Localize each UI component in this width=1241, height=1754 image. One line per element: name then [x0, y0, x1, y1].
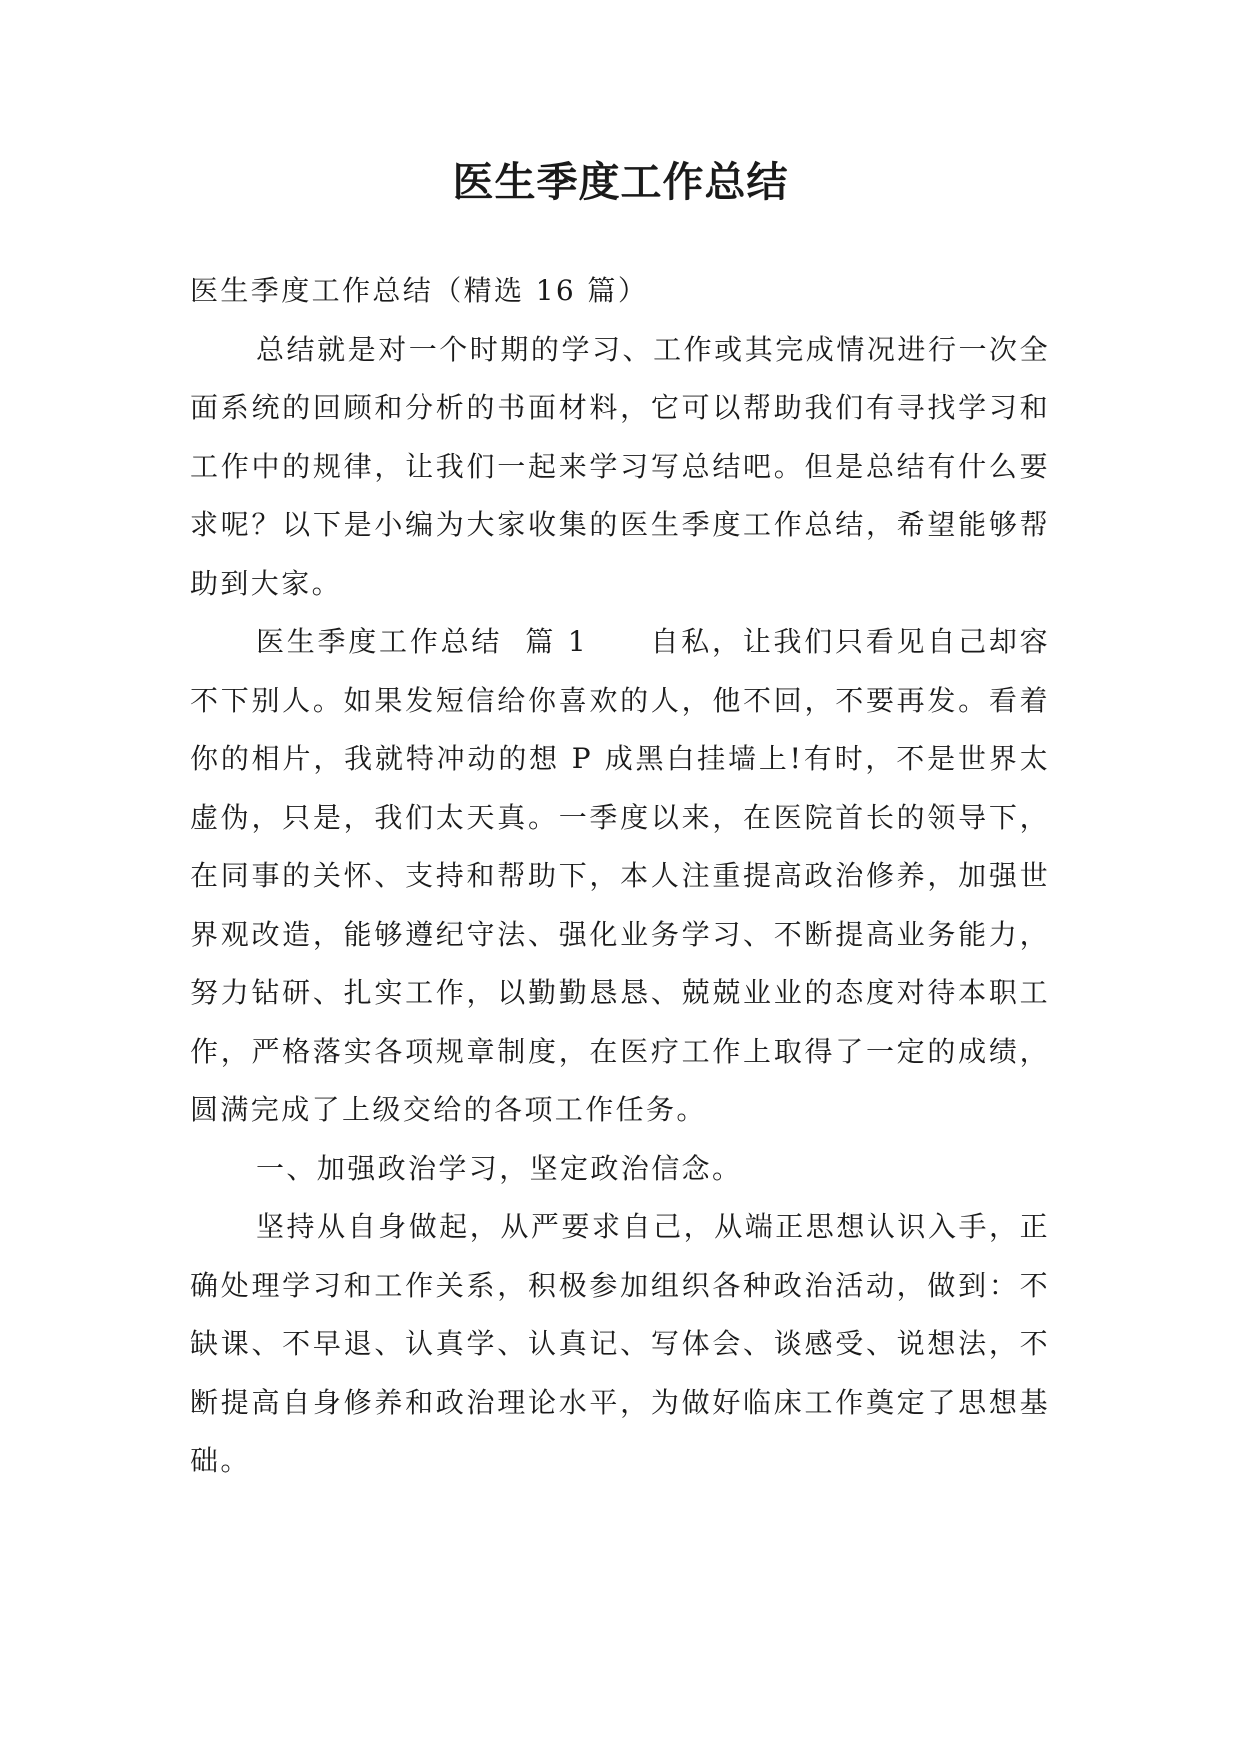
document-subtitle: 医生季度工作总结（精选 16 篇） [190, 274, 649, 307]
section-1-heading: 医生季度工作总结 篇 1 [256, 625, 589, 658]
document-body [190, 262, 1050, 1491]
document-title: 医生季度工作总结 [452, 158, 789, 206]
intro-paragraph: 总结就是对一个时期的学习、工作或其完成情况进行一次全面系统的回顾和分析的书面材料，它可以帮助我们有寻找学习和工作中的规律，让我们一起来学习写总结吧。但是总结有什么要求呢？以下是小编为大家收集的医生季度工作总结，希望能够帮助到大家。 [190, 332, 1050, 600]
section-1-body: 自私，让我们只看见自己却容不下别人。如果发短信给你喜欢的人，他不回，不要再发。看着你的相片，我就特冲动的想 P 成黑白挂墙上!有时，不是世界太虚伪，只是，我们太天真。一季度以来，在医院首长的领导下，在同事的关怀、支持和帮助下，本人注重提高政治修养，加强世界观改造，能够遵纪守法、强化业务学习、不断提高业务能力，努力钻研、扎实工作，以勤勤恳恳、兢兢业业的态度对待本职工作，严格落实各项规章制度，在医疗工作上取得了一定的成绩，圆满完成了上级交给的各项工作任务。 [190, 625, 1051, 1126]
point-1-heading: 一、加强政治学习，坚定政治信念。 [256, 1151, 743, 1185]
point-1-paragraph: 坚持从自身做起，从严要求自己，从端正思想认识入手，正确处理学习和工作关系，积极参加组织各种政治活动，做到：不缺课、不早退、认真学、认真记、写体会、谈感受、说想法，不断提高自身修养和政治理论水平，为做好临床工作奠定了思想基础。 [190, 1210, 1050, 1477]
section-1-paragraph [190, 613, 1050, 1140]
